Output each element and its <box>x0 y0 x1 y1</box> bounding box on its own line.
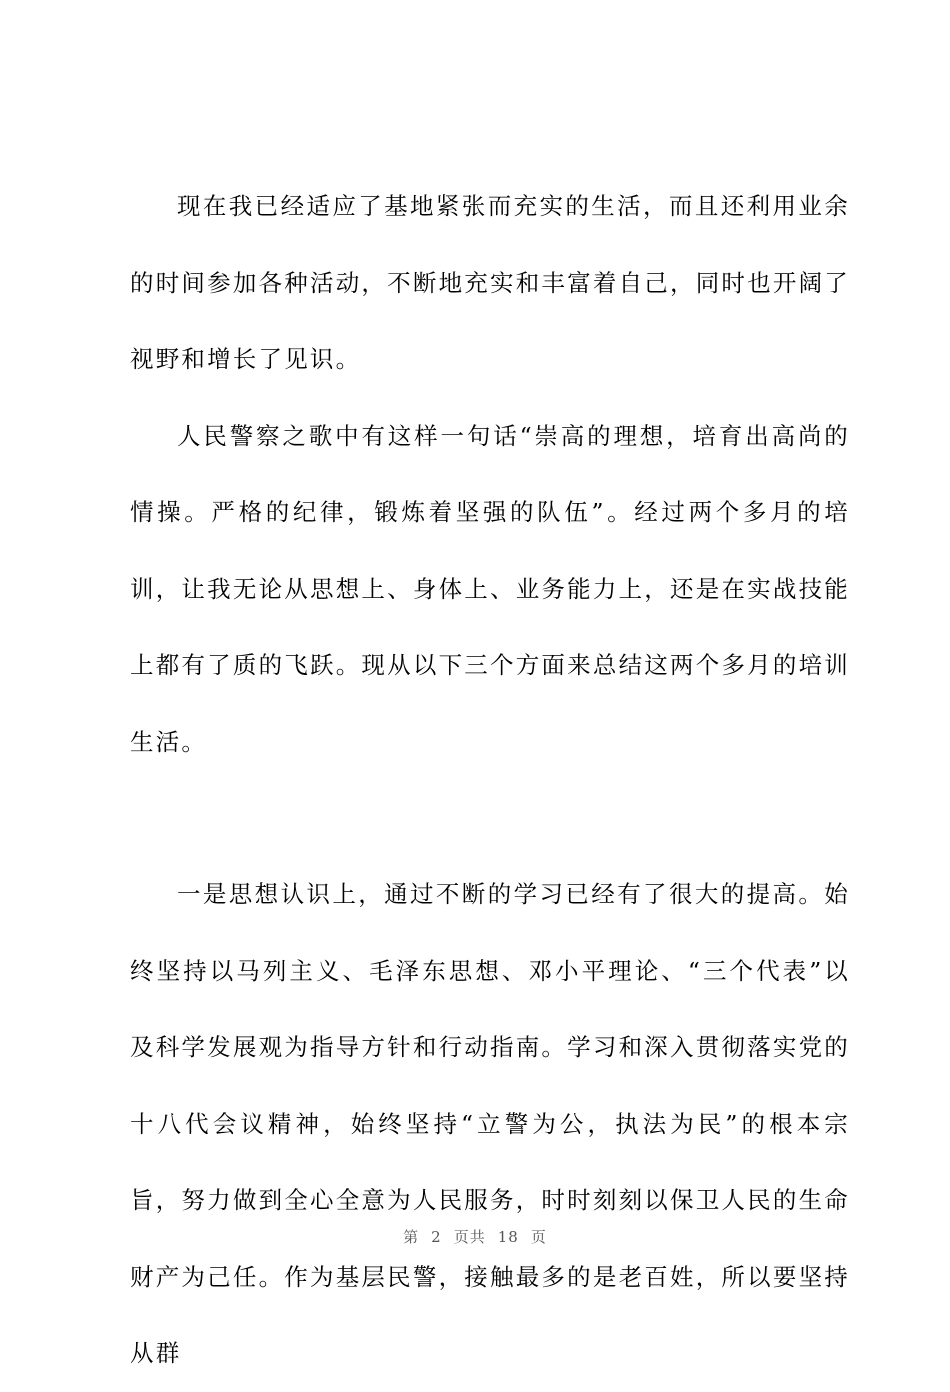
footer-total-pages: 18 <box>497 1228 519 1246</box>
page-footer <box>0 1226 950 1247</box>
paragraph-1: 现在我已经适应了基地紧张而充实的生活，而且还利用业余的时间参加各种活动，不断地充实和丰富着自己，同时也开阔了视野和增长了见识。 <box>130 192 850 373</box>
footer-prefix: 第 <box>403 1228 420 1246</box>
paragraph-3: 一是思想认识上，通过不断的学习已经有了很大的提高。始终坚持以马列主义、毛泽东思想、邓小平理论、“三个代表”以及科学发展观为指导方针和行动指南。学习和深入贯彻落实党的十八代会议精神，始终坚持“立警为公，执法为民”的根本宗旨，努力做到全心全意为人民服务，时时刻刻以保卫人民的生命财产为己任。作为基层民警，接触最多的是老百姓，所以要坚持从群 <box>130 880 850 1367</box>
footer-middle: 页共 <box>453 1228 486 1246</box>
footer-suffix: 页 <box>530 1228 547 1246</box>
footer-current-page: 2 <box>431 1228 442 1246</box>
paragraph-2: 人民警察之歌中有这样一句话“崇高的理想，培育出高尚的情操。严格的纪律，锻炼着坚强的队伍”。经过两个多月的培训，让我无论从思想上、身体上、业务能力上，还是在实战技能上都有了质的飞跃。现从以下三个方面来总结这两个多月的培训生活。 <box>130 421 850 756</box>
paragraph-gap <box>130 780 850 856</box>
document-body <box>130 168 850 1392</box>
